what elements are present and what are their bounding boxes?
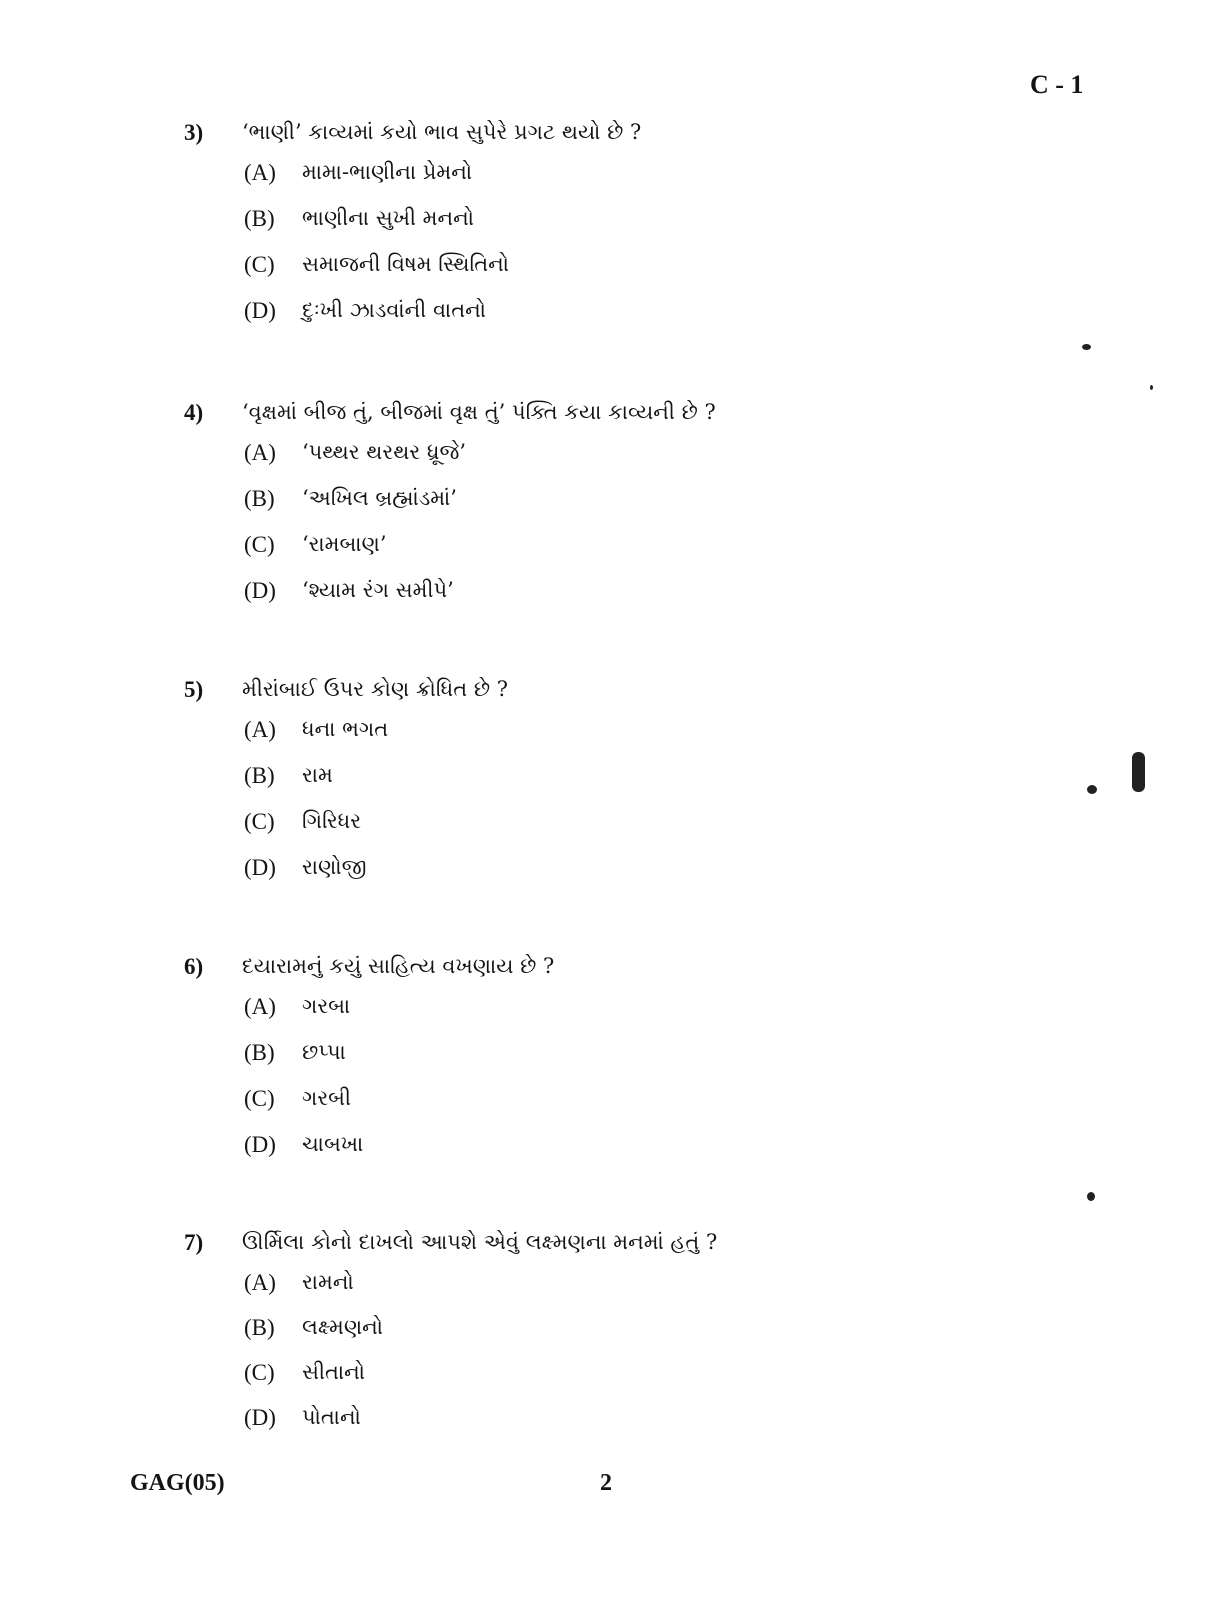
scan-speck — [1132, 752, 1145, 792]
option-c — [180, 1360, 1140, 1405]
option-a — [180, 994, 1140, 1040]
option-label: (D) — [244, 298, 276, 323]
set-code: C - 1 — [1030, 70, 1084, 99]
option-d — [180, 1132, 1140, 1178]
option-d — [180, 578, 1140, 624]
paper-code: GAG(05) — [130, 1470, 225, 1496]
option-label: (A) — [244, 160, 276, 185]
option-a — [180, 160, 1140, 206]
question-text: મીરાંબાઈ ઉપર કોણ ક્રોધિત છે ? — [242, 677, 509, 701]
option-label: (A) — [244, 1270, 276, 1295]
option-b — [180, 1315, 1140, 1360]
question-text: ‘વૃક્ષમાં બીજ તું, બીજમાં વૃક્ષ તું’ પંક્તિ કયા કાવ્યની છે ? — [242, 400, 716, 424]
option-text: રામ — [302, 763, 333, 787]
option-text: મામા-ભાણીના પ્રેમનો — [302, 160, 473, 184]
option-c — [180, 809, 1140, 855]
option-label: (B) — [244, 206, 275, 231]
option-text: ગરબી — [302, 1086, 352, 1110]
option-text: ભાણીના સુખી મનનો — [302, 206, 475, 230]
option-a — [180, 717, 1140, 763]
option-label: (A) — [244, 717, 276, 742]
scan-speck — [1082, 344, 1091, 350]
option-text: ‘પથ્થર થરથર ધ્રૂજે’ — [302, 440, 467, 464]
option-label: (A) — [244, 994, 276, 1019]
option-text: ‘શ્યામ રંગ સમીપે’ — [302, 578, 454, 602]
question-text: ઊર્મિલા કોનો દાખલો આપશે એવું લક્ષ્મણના મનમાં હતું ? — [242, 1230, 718, 1254]
option-text: ગિરિધર — [302, 809, 362, 833]
question-line — [180, 400, 1140, 440]
question-number: 6) — [184, 954, 204, 979]
scan-speck — [1150, 385, 1153, 390]
option-text: ગરબા — [302, 994, 351, 1018]
question-6 — [180, 954, 1140, 1178]
option-label: (A) — [244, 440, 276, 465]
option-text: ચાબખા — [302, 1132, 364, 1156]
option-label: (D) — [244, 1405, 276, 1430]
question-5 — [180, 677, 1140, 901]
option-text: રાણોજી — [302, 855, 367, 879]
option-text: રામનો — [302, 1270, 354, 1294]
option-d — [180, 298, 1140, 344]
option-text: ‘રામબાણ’ — [302, 532, 387, 556]
option-label: (C) — [244, 252, 275, 277]
option-text: છપ્પા — [302, 1040, 346, 1064]
option-text: સીતાનો — [302, 1360, 365, 1384]
option-text: પોતાનો — [302, 1405, 361, 1429]
option-label: (C) — [244, 1086, 275, 1111]
option-label: (B) — [244, 486, 275, 511]
option-b — [180, 486, 1140, 532]
option-text: ધના ભગત — [302, 717, 389, 741]
option-label: (B) — [244, 1040, 275, 1065]
scan-speck — [1087, 785, 1097, 794]
question-number: 5) — [184, 677, 204, 702]
option-label: (D) — [244, 578, 276, 603]
question-3 — [180, 120, 1140, 344]
option-label: (C) — [244, 532, 275, 557]
scan-speck — [1087, 1192, 1095, 1201]
question-text: દયારામનું કયું સાહિત્ય વખણાય છે ? — [242, 954, 555, 978]
option-text: ‘અખિલ બ્રહ્માંડમાં’ — [302, 486, 457, 510]
question-number: 7) — [184, 1230, 204, 1255]
option-label: (B) — [244, 1315, 275, 1340]
question-7 — [180, 1230, 1140, 1450]
option-d — [180, 855, 1140, 901]
option-b — [180, 763, 1140, 809]
option-a — [180, 1270, 1140, 1315]
option-b — [180, 206, 1140, 252]
option-c — [180, 532, 1140, 578]
option-text: લક્ષ્મણનો — [302, 1315, 384, 1339]
question-line — [180, 954, 1140, 994]
option-label: (C) — [244, 809, 275, 834]
option-label: (D) — [244, 1132, 276, 1157]
page-number: 2 — [600, 1470, 612, 1496]
question-text: ‘ભાણી’ કાવ્યમાં કયો ભાવ સુપેરે પ્રગટ થયો છે ? — [242, 120, 642, 144]
question-line — [180, 120, 1140, 160]
question-number: 4) — [184, 400, 204, 425]
option-d — [180, 1405, 1140, 1450]
option-b — [180, 1040, 1140, 1086]
option-text: દુઃખી ઝાડવાંની વાતનો — [302, 298, 487, 322]
question-line — [180, 1230, 1140, 1270]
question-4 — [180, 400, 1140, 624]
option-c — [180, 252, 1140, 298]
option-label: (C) — [244, 1360, 275, 1385]
option-label: (D) — [244, 855, 276, 880]
question-line — [180, 677, 1140, 717]
option-a — [180, 440, 1140, 486]
option-c — [180, 1086, 1140, 1132]
option-label: (B) — [244, 763, 275, 788]
question-number: 3) — [184, 120, 204, 145]
option-text: સમાજની વિષમ સ્થિતિનો — [302, 252, 510, 276]
